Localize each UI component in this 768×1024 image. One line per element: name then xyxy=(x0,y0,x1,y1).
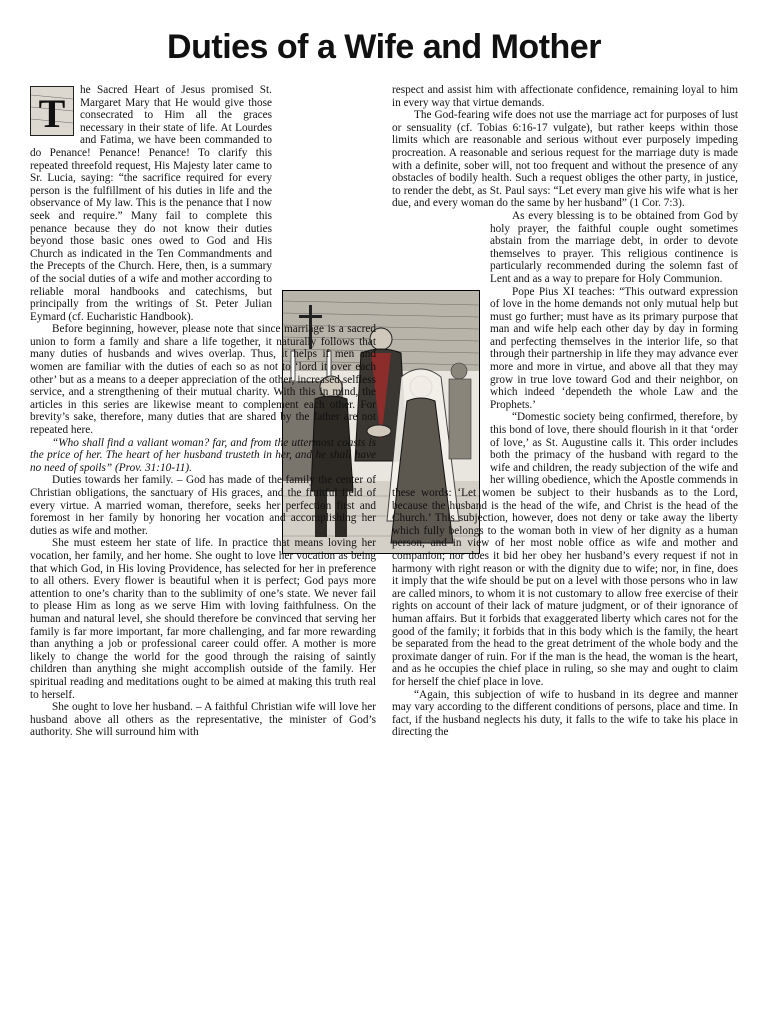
paragraph-respect: respect and assist him with affectionate confidence, remaining loyal to him in every way that virtue demands. xyxy=(392,84,738,109)
page-title: Duties of a Wife and Mother xyxy=(167,28,601,66)
paragraph-domestic-society: “Domestic society being confirmed, therefore, by this bond of love, there should flourish in it that ‘order of love,’ as St. Augustine calls it. This order includes both the primacy of the husband with regard to the wife and children, the ready subjection of the wife and her willing obedience, which the Apostle commends in these words: ‘Let women be subject to their husbands as to the Lord, because the husband is the head of the wife, and Christ is the head of the Church.’ This subjection, however, does not deny or take away the liberty which fully belongs to the woman both in view of her dignity as a human person, and in view of her most noble office as wife and mother and companion; nor does it bid her obey her husband’s every request if not in harmony with right reason or with the dignity due to wife; nor, in fine, does it imply that the wife should be put on a level with those persons who in law are called minors, to whom it is not customary to allow free exercise of their rights on account of their lack of mature judgment, or of their ignorance of human affairs. But it forbids that exaggerated liberty which cares not for the good of the family; it forbids that in this body which is the family, the heart be separated from the head to the great detriment of the whole body and the proximate danger of ruin. For if the man is the head, the woman is the heart, and as he occupies the chief place in ruling, so she may and ought to claim for herself the chief place in love. xyxy=(392,411,738,688)
proverbs-quote: “Who shall find a valiant woman? far, and from the uttermost coasts is the price of her. The heart of her husband trusteth in her, and he shall have no need of spoils” (Prov. 31:10-11). xyxy=(30,436,376,474)
left-column xyxy=(30,84,376,1014)
paragraph-duties-family: Duties towards her family. – God has made of the family the center of Christian obligations, the sanctuary of His graces, and the fruitful field of every virtue. A married woman, therefore, seeks her perfection first and foremost in her family by honoring her vocation and accomplishing her duties as wife and mother. xyxy=(30,474,376,537)
paragraph-marriage-act: The God-fearing wife does not use the marriage act for purposes of lust or sensuality (cf. Tobias 6:16-17 vulgate), but rather keeps within those limits which are reasonable and serious without ever purposely impeding procreation. A reasonable and serious request for the marriage duty is made with a definite, sober will, not too frequent and without the presence of any obstacles of bodily health. Such a request obliges the other party, in justice, to render the debt, as St. Paul says: “Let every man give his wife what is her due, and every woman do the same by her husband” (1 Cor. 7:3). xyxy=(392,109,738,210)
right-column xyxy=(392,84,738,1014)
paragraph-love-husband: She ought to love her husband. – A faithful Christian wife will love her husband above all others as the representative, the minister of God’s authority. She will surround him with xyxy=(30,701,376,739)
paragraph-pius-xi: Pope Pius XI teaches: “This outward expression of love in the home demands not only mutual help but must go further; must have as its primary purpose that man and wife help each other day by day in forming and perfecting themselves in the interior life, so that through their partnership in life they may advance ever more and more in virtue, and above all that they may grow in true love toward God and their neighbor, on which indeed ‘dependeth the whole Law and the Prophets.’ xyxy=(490,285,738,411)
paragraph-prayer: As every blessing is to be obtained from God by holy prayer, the faithful couple ought sometimes abstain from the marriage debt, in order to devote themselves to prayer. This religious continence is particularly recommended during the solemn fast of Lent and as a way to prepare for Holy Communion. xyxy=(490,209,738,285)
paragraph-before-beginning: Before beginning, however, please note that since marriage is a sacred union to form a family and share a life together, it naturally follows that many duties of husbands and wives overlap. Thus, it helps if men and women are familiar with the duties of each so as not to ‘lord it over each other’ but as a means to a deeper appreciation of the other, increased selfless service, and a strengthening of their mutual charity. With this in mind, the articles in this series are likewise meant to complement each other. For brevity’s sake, therefore, many duties that are shared by the father are not repeated here. xyxy=(30,323,376,437)
intro-paragraph: he Sacred Heart of Jesus promised St. Margaret Mary that He would give those consecrated to Him all the graces necessary in their state of life. At Lourdes and Fatima, we have been commanded to do Penance! Penance! Penance! To clarify this repeated threefold request, His Majesty later came to Sr. Lucia, saying: “the sacrifice required for every person is the fulfillment of his duties in life and the observance of My law. This is the penance that I now seek and require.” Many fail to complete this penance because they do not know their duties beyond those basic ones owed to God and His Church as indicated in the Ten Commandments and the Precepts of the Church. Here, then, is a summary of the social duties of a wife and mother according to reliable moral handbooks and catechisms, but principally from the writings of St. Peter Julian Eymard (cf. Eucharistic Handbook). xyxy=(30,84,272,323)
paragraph-subjection: “Again, this subjection of wife to husband in its degree and manner may vary according to the different conditions of persons, place and time. In fact, if the husband neglects his duty, it falls to the wife to take his place in directing the xyxy=(392,688,738,739)
illustration-spacer-right xyxy=(392,210,490,480)
svg-text:T: T xyxy=(38,91,66,135)
illustration-spacer xyxy=(272,84,376,322)
drop-cap-t xyxy=(30,86,74,136)
paragraph-esteem-state: She must esteem her state of life. In practice that means loving her vocation, her family, and her home. She ought to love her vocation as being that which God, in His loving Providence, has selected for her in preference to all others. Every flower is beautiful when it is perfect; God pays more attention to one’s charity than to the sublimity of one’s state. We never fail to please Him as long as we serve Him with loving faithfulness. On the human and natural level, she should therefore be convinced that serving her family is far more important, far more challenging, and far more rewarding than anything a job or professional career could offer. A mother is more likely to change the world for the good through the raising of saintly children than anything she might accomplish outside of the family. Her spiritual reading and meditations ought to be aimed at making this truth real to herself. xyxy=(30,537,376,701)
drop-cap-t-icon xyxy=(31,87,73,135)
